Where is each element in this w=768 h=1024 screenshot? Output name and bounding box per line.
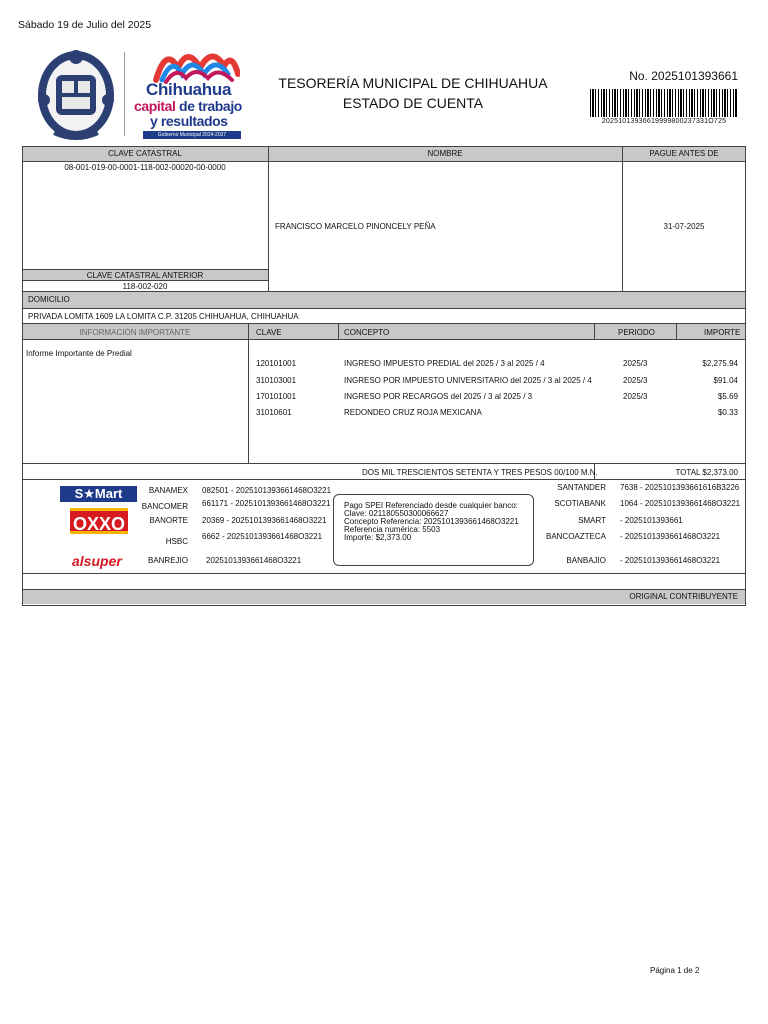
table-row-importe: $2,275.94 bbox=[702, 359, 738, 368]
total-letra: DOS MIL TRESCIENTOS SETENTA Y TRES PESOS 00/100 M.N. bbox=[362, 468, 598, 477]
document-number: No. 2025101393661 bbox=[629, 69, 738, 83]
bank-name-banrejio: BANREJIO bbox=[147, 556, 188, 565]
table-row-importe: $5.69 bbox=[717, 392, 738, 401]
bank-ref-santander: 7638 - 2025101393661616B3226 bbox=[620, 483, 740, 492]
col-importe: IMPORTE bbox=[704, 328, 741, 337]
col-clave: CLAVE bbox=[256, 328, 282, 337]
clave-catastral-value: 08-001-019-00-0001-118-002-00020-00-0000 bbox=[64, 163, 226, 172]
table-row-concepto: REDONDEO CRUZ ROJA MEXICANA bbox=[344, 408, 482, 417]
table-row-importe: $91.04 bbox=[713, 376, 738, 385]
bank-name-smart: SMART bbox=[578, 516, 606, 525]
domicilio-bg bbox=[23, 292, 745, 308]
logo-slogan-line1 bbox=[134, 98, 242, 114]
oxxo-logo: OXXO bbox=[70, 508, 128, 534]
print-date: Sábado 19 de Julio del 2025 bbox=[18, 19, 152, 31]
logo-city: Chihuahua bbox=[146, 80, 232, 99]
bank-ref-smart: - 2025101393661 bbox=[620, 516, 683, 525]
table-row-clave: 120101001 bbox=[256, 359, 297, 368]
spei-line1: Pago SPEI Referenciado desde cualquier banco: bbox=[344, 501, 518, 510]
spei-line2: Clave: 021180550300066627 bbox=[344, 509, 449, 518]
bank-name-santander: SANTANDER bbox=[557, 483, 606, 492]
clave-anterior-label: CLAVE CATASTRAL ANTERIOR bbox=[86, 271, 204, 280]
total-amount: TOTAL $2,373.00 bbox=[675, 468, 738, 477]
col-nombre: NOMBRE bbox=[427, 149, 463, 158]
bank-ref-banrejio: 2025101393661468O3221 bbox=[206, 556, 302, 565]
bank-ref-bancomer: 661171 - 2025101393661468O3221 bbox=[202, 499, 331, 508]
bank-name-bancomer: BANCOMER bbox=[141, 502, 188, 511]
logo-slogan-trabajo: de trabajo bbox=[175, 98, 242, 114]
logo-separator bbox=[124, 52, 125, 136]
bank-name-hsbc: HSBC bbox=[165, 537, 188, 546]
table-row-clave: 170101001 bbox=[256, 392, 297, 401]
bank-ref-banorte: 20369 - 2025101393661468O3221 bbox=[202, 516, 327, 525]
table-row-importe: $0.33 bbox=[717, 408, 738, 417]
chihuahua-mountains-icon bbox=[152, 44, 240, 84]
bank-name-scotiabank: SCOTIABANK bbox=[554, 499, 606, 508]
info-importante-text: Informe Importante de Predial bbox=[26, 349, 132, 358]
clave-anterior-value: 118-002-020 bbox=[122, 282, 168, 291]
col-periodo: PERIODO bbox=[618, 328, 655, 337]
pague-antes-value: 31-07-2025 bbox=[663, 222, 705, 231]
table-row-clave: 31010601 bbox=[256, 408, 292, 417]
alsuper-logo: alsuper bbox=[72, 553, 122, 569]
bank-ref-bancoazteca: - 2025101393661468O3221 bbox=[620, 532, 721, 541]
bank-ref-banamex: 082501 - 2025101393661468O3221 bbox=[202, 486, 332, 495]
page-number: Página 1 de 2 bbox=[650, 966, 700, 975]
col-info-importante: INFORMACIÓN IMPORTANTE bbox=[79, 328, 191, 337]
col-pague-antes: PAGUE ANTES DE bbox=[649, 149, 719, 158]
table-row-concepto: INGRESO POR RECARGOS del 2025 / 3 al 2025 / 3 bbox=[344, 392, 533, 401]
original-contribuyente: ORIGINAL CONTRIBUYENTE bbox=[629, 592, 738, 601]
col-concepto: CONCEPTO bbox=[344, 328, 390, 337]
bank-name-banbajio: BANBAJIO bbox=[566, 556, 606, 565]
logo-band: Gobierno Municipal 2024-2027 bbox=[143, 131, 241, 139]
logo-slogan-capital: capital bbox=[134, 98, 176, 114]
table-row-concepto: INGRESO IMPUESTO PREDIAL del 2025 / 3 al 2025 / 4 bbox=[344, 359, 545, 368]
bank-name-bancoazteca: BANCOAZTECA bbox=[545, 532, 606, 541]
table-row-periodo: 2025/3 bbox=[623, 392, 648, 401]
table-row-concepto: INGRESO POR IMPUESTO UNIVERSITARIO del 2025 / 3 al 2025 / 4 bbox=[344, 376, 592, 385]
table-row-clave: 310103001 bbox=[256, 376, 297, 385]
col-clave-catastral: CLAVE CATASTRAL bbox=[108, 149, 182, 158]
header-title: TESORERÍA MUNICIPAL DE CHIHUAHUA bbox=[278, 75, 548, 91]
nombre-value: FRANCISCO MARCELO PINONCELY PEÑA bbox=[275, 222, 436, 231]
bank-name-banamex: BANAMEX bbox=[148, 486, 188, 495]
table-row-periodo: 2025/3 bbox=[623, 359, 648, 368]
bank-name-banorte: BANORTE bbox=[149, 516, 188, 525]
bank-ref-banbajio: - 2025101393661468O3221 bbox=[620, 556, 721, 565]
spei-line3: Concepto Referencia: 2025101393661468O3221 bbox=[344, 517, 519, 526]
spei-line4: Referencia numérica: 5503 bbox=[344, 525, 441, 534]
domicilio-value: PRIVADA LOMITA 1609 LA LOMITA C.P. 31205 CHIHUAHUA, CHIHUAHUA bbox=[28, 312, 299, 321]
spei-line5: Importe: $2,373.00 bbox=[344, 533, 412, 542]
smart-logo: S★Mart bbox=[60, 486, 137, 502]
barcode-text: 20251013936619999800237331O725 bbox=[601, 118, 727, 125]
bank-ref-hsbc: 6662 - 2025101393661468O3221 bbox=[202, 532, 323, 541]
domicilio-label: DOMICILIO bbox=[28, 295, 70, 304]
table-row-periodo: 2025/3 bbox=[623, 376, 648, 385]
coat-of-arms-icon bbox=[34, 45, 118, 141]
logo-slogan-line2: y resultados bbox=[150, 113, 228, 129]
header-subtitle: ESTADO DE CUENTA bbox=[342, 95, 484, 111]
bank-ref-scotiabank: 1064 - 2025101393661468O3221 bbox=[620, 499, 741, 508]
barcode bbox=[590, 89, 738, 117]
